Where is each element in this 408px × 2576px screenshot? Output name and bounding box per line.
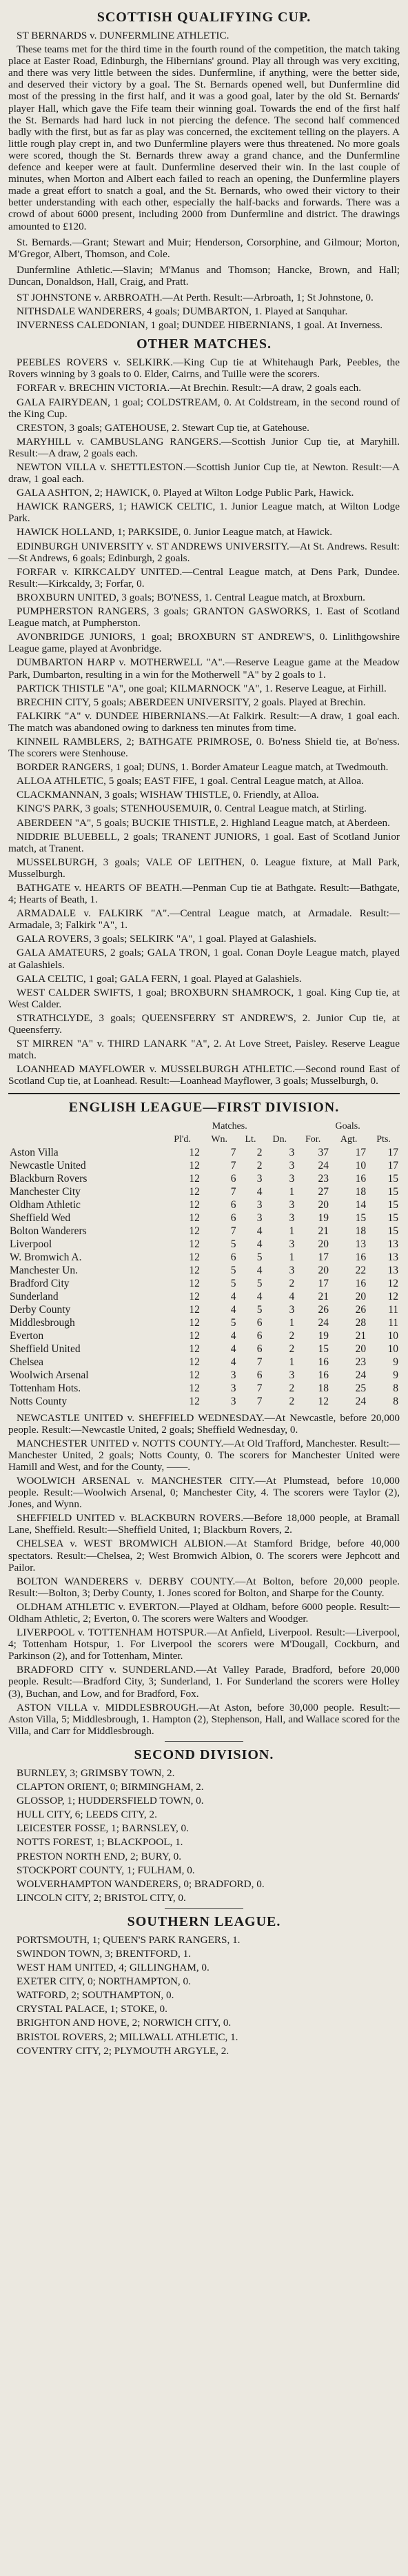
- table-row: [8, 1211, 400, 1225]
- stat-cell: 4: [256, 1264, 263, 1276]
- stat-cell: 4: [256, 1238, 263, 1250]
- stat-cell: 1: [289, 1251, 295, 1263]
- stat-cell: 7: [230, 1185, 236, 1198]
- stat-cell: 3: [289, 1159, 295, 1171]
- table-row: [8, 1198, 400, 1211]
- match-result: PARTICK THISTLE "A", one goal; KILMARNOCK "A", 1. Reserve League, at Firhill.: [17, 682, 387, 694]
- team-name: Chelsea: [10, 1356, 44, 1368]
- match-result: COVENTRY CITY, 2; PLYMOUTH ARGYLE, 2.: [17, 2044, 229, 2057]
- stat-cell: 17: [318, 1277, 329, 1289]
- table-row: [8, 1225, 400, 1238]
- match-result: WATFORD, 2; SOUTHAMPTON, 0.: [17, 1989, 174, 2002]
- stat-cell: 26: [318, 1303, 329, 1316]
- stat-cell: 20: [355, 1290, 367, 1302]
- stat-cell: 12: [189, 1251, 200, 1263]
- match-result: EDINBURGH UNIVERSITY v. ST ANDREWS UNIVERSITY.—At St. Andrews. Result:—St Andrews, 6 goals; Edinburgh, 2 goals.: [8, 540, 400, 564]
- stat-cell: 12: [189, 1198, 200, 1211]
- team-name: Manchester City: [10, 1185, 81, 1198]
- league-table-group-header: [8, 1120, 400, 1133]
- match-result: ST MIRREN "A" v. THIRD LANARK "A", 2. At Love Street, Paisley. Reserve League match.: [8, 1038, 400, 1062]
- stat-cell: 26: [355, 1303, 367, 1316]
- stat-cell: 3: [289, 1303, 295, 1316]
- second-division-heading: SECOND DIVISION.: [134, 1747, 274, 1762]
- stat-cell: 4: [230, 1342, 236, 1355]
- match-result: BRISTOL ROVERS, 2; MILLWALL ATHLETIC, 1.: [17, 2031, 238, 2043]
- section-divider: [8, 1093, 400, 1094]
- table-row: [8, 1395, 400, 1408]
- league-table: [8, 1120, 400, 1408]
- match-result: BROXBURN UNITED, 3 goals; BO'NESS, 1. Central League match, at Broxburn.: [17, 591, 365, 603]
- stat-cell: 15: [387, 1225, 398, 1237]
- stat-cell: 16: [355, 1277, 367, 1289]
- stat-cell: 6: [256, 1369, 263, 1381]
- table-row: [8, 1159, 400, 1172]
- table-row: [8, 1342, 400, 1356]
- stat-cell: 5: [230, 1264, 236, 1276]
- stat-cell: 17: [318, 1251, 329, 1263]
- stat-cell: 3: [256, 1172, 263, 1185]
- stat-cell: 6: [256, 1342, 263, 1355]
- section-divider: [165, 1741, 243, 1742]
- stat-cell: 12: [189, 1185, 200, 1198]
- stat-cell: 2: [289, 1382, 295, 1394]
- match-result: CLAPTON ORIENT, 0; BIRMINGHAM, 2.: [17, 1781, 204, 1793]
- match-result: GLOSSOP, 1; HUDDERSFIELD TOWN, 0.: [17, 1795, 204, 1807]
- stat-cell: 7: [230, 1225, 236, 1237]
- stat-cell: 6: [230, 1251, 236, 1263]
- stat-cell: 4: [230, 1329, 236, 1342]
- stat-cell: 3: [289, 1146, 295, 1158]
- stat-cell: 12: [189, 1172, 200, 1185]
- stat-cell: 3: [289, 1369, 295, 1381]
- stat-cell: 1: [289, 1225, 295, 1237]
- stat-cell: 15: [318, 1342, 329, 1355]
- column-header: Lt.: [245, 1134, 256, 1145]
- stat-cell: 12: [189, 1264, 200, 1276]
- stat-cell: 25: [355, 1382, 367, 1394]
- match-result: MUSSELBURGH, 3 goals; VALE OF LEITHEN, 0. League fixture, at Mall Park, Musselburgh.: [8, 856, 400, 880]
- stat-cell: 5: [230, 1238, 236, 1250]
- southern-league-heading: SOUTHERN LEAGUE.: [127, 1913, 281, 1929]
- table-row: [8, 1172, 400, 1185]
- match-result: GALA AMATEURS, 2 goals; GALA TRON, 1 goal. Conan Doyle League match, played at Galashiels.: [8, 947, 400, 971]
- match-result: WOOLWICH ARSENAL v. MANCHESTER CITY.—At Plumstead, before 10,000 people. Result:—Woolwich Arsenal, 0; Manchester City, 4. The scorers were Taylor (2), Jones, and Wynn.: [8, 1474, 400, 1511]
- stat-cell: 12: [318, 1395, 329, 1407]
- stat-cell: 3: [289, 1172, 295, 1185]
- stat-cell: 21: [355, 1329, 367, 1342]
- table-row: [8, 1382, 400, 1395]
- match-result: KING'S PARK, 3 goals; STENHOUSEMUIR, 0. Central League match, at Stirling.: [17, 803, 367, 815]
- match-result: FORFAR v. KIRKCALDY UNITED.—Central League match, at Dens Park, Dundee. Result:—Kirkcaldy, 3; Forfar, 0.: [8, 565, 400, 590]
- team-name: Bolton Wanderers: [10, 1225, 87, 1237]
- second-division-results: [8, 1767, 400, 1904]
- stat-cell: 11: [388, 1316, 398, 1329]
- stat-cell: 24: [318, 1159, 329, 1171]
- match-result: PRESTON NORTH END, 2; BURY, 0.: [17, 1850, 182, 1862]
- match-result: GALA CELTIC, 1 goal; GALA FERN, 1 goal. Played at Galashiels.: [17, 972, 302, 985]
- stat-cell: 7: [256, 1382, 263, 1394]
- table-row: [8, 1277, 400, 1290]
- match-result: NEWTON VILLA v. SHETTLESTON.—Scottish Junior Cup tie, at Newton. Result:—A draw, 1 goal each.: [8, 461, 400, 485]
- stat-cell: 4: [256, 1225, 263, 1237]
- match-result: CRESTON, 3 goals; GATEHOUSE, 2. Stewart Cup tie, at Gatehouse.: [17, 421, 309, 434]
- stat-cell: 7: [230, 1159, 236, 1171]
- stat-cell: 17: [355, 1146, 367, 1158]
- stat-cell: 3: [230, 1382, 236, 1394]
- match-result: BURNLEY, 3; GRIMSBY TOWN, 2.: [17, 1767, 175, 1779]
- stat-cell: 7: [256, 1356, 263, 1368]
- stat-cell: 12: [189, 1146, 200, 1158]
- stat-cell: 3: [230, 1369, 236, 1381]
- match-result: GALA ROVERS, 3 goals; SELKIRK "A", 1 goal. Played at Galashiels.: [17, 933, 317, 945]
- scottish-cup-results: [8, 292, 400, 331]
- stat-cell: 16: [355, 1172, 367, 1185]
- match-result: HAWICK RANGERS, 1; HAWICK CELTIC, 1. Junior League match, at Wilton Lodge Park.: [8, 501, 400, 525]
- stat-cell: 13: [355, 1238, 367, 1250]
- match-result: MARYHILL v. CAMBUSLANG RANGERS.—Scottish Junior Cup tie, at Maryhill. Result:—A draw, 2 goals each.: [8, 435, 400, 459]
- stat-cell: 10: [387, 1329, 398, 1342]
- table-row: [8, 1303, 400, 1316]
- first-division-results: [8, 1412, 400, 1737]
- southern-league-results: [8, 1934, 400, 2057]
- stat-cell: 23: [355, 1356, 367, 1368]
- table-row: [8, 1146, 400, 1159]
- match-result: BRIGHTON AND HOVE, 2; NORWICH CITY, 0.: [17, 2017, 232, 2029]
- stat-cell: 4: [230, 1356, 236, 1368]
- team-name: Bradford City: [10, 1277, 70, 1289]
- match-result: LIVERPOOL v. TOTTENHAM HOTSPUR.—At Anfield, Liverpool. Result:—Liverpool, 4; Tottenham Hotspur, 1. For Liverpool the scorers were M'Dougall, Cockburn, and Parkinson (2), and for Tottenham, Minter.: [8, 1627, 400, 1662]
- match-result: KINNEIL RAMBLERS, 2; BATHGATE PRIMROSE, 0. Bo'ness Shield tie, at Bo'ness. The scorers were Stenhouse.: [8, 735, 400, 760]
- team-name: Blackburn Rovers: [10, 1172, 88, 1185]
- stat-cell: 13: [387, 1251, 398, 1263]
- stat-cell: 16: [318, 1356, 329, 1368]
- stat-cell: 1: [289, 1316, 295, 1329]
- stat-cell: 3: [289, 1198, 295, 1211]
- stat-cell: 7: [230, 1146, 236, 1158]
- stat-cell: 20: [318, 1264, 329, 1276]
- match-result: OLDHAM ATHLETIC v. EVERTON.—Played at Oldham, before 6000 people. Result:—Oldham Athletic, 2; Everton, 0. The scorers were Walters and Woodger.: [8, 1600, 400, 1624]
- match-result: ST JOHNSTONE v. ARBROATH.—At Perth. Result:—Arbroath, 1; St Johnstone, 0.: [17, 291, 374, 303]
- match-result: BOLTON WANDERERS v. DERBY COUNTY.—At Bolton, before 20,000 people. Result:—Bolton, 3; Derby County, 1. Jones scored for Bolton, and Sharpe for the County.: [8, 1575, 400, 1599]
- other-matches-results: [8, 356, 400, 1087]
- column-header: Agt.: [340, 1134, 358, 1145]
- match-result: CHELSEA v. WEST BROMWICH ALBION.—At Stamford Bridge, before 40,000 spectators. Result:—Chelsea, 2; West Bromwich Albion, 0. The scorers were Jephcott and Pailor.: [8, 1538, 400, 1573]
- stat-cell: 12: [387, 1277, 398, 1289]
- stat-cell: 7: [256, 1395, 263, 1407]
- match-result: PORTSMOUTH, 1; QUEEN'S PARK RANGERS, 1.: [17, 1933, 241, 1946]
- stat-cell: 16: [318, 1369, 329, 1381]
- stat-cell: 37: [318, 1146, 329, 1158]
- team-name: Sunderland: [10, 1290, 59, 1302]
- stat-cell: 12: [189, 1316, 200, 1329]
- stat-cell: 2: [289, 1395, 295, 1407]
- stat-cell: 17: [387, 1159, 398, 1171]
- stat-cell: 6: [256, 1329, 263, 1342]
- match-result: NITHSDALE WANDERERS, 4 goals; DUMBARTON, 1. Played at Sanquhar.: [17, 305, 348, 318]
- match-result: GALA FAIRYDEAN, 1 goal; COLDSTREAM, 0. At Coldstream, in the second round of the King Cup.: [8, 396, 400, 420]
- league-table-body: [8, 1146, 400, 1408]
- stat-cell: 20: [355, 1342, 367, 1355]
- stat-cell: 1: [289, 1185, 295, 1198]
- stat-cell: 12: [189, 1225, 200, 1237]
- column-header: For.: [305, 1134, 321, 1145]
- match-result: NOTTS FOREST, 1; BLACKPOOL, 1.: [17, 1836, 183, 1849]
- match-result: LINCOLN CITY, 2; BRISTOL CITY, 0.: [17, 1891, 186, 1904]
- stat-cell: 14: [355, 1198, 367, 1211]
- stat-cell: 10: [355, 1159, 367, 1171]
- stat-cell: 8: [393, 1382, 398, 1394]
- team-name: Liverpool: [10, 1238, 52, 1250]
- stat-cell: 20: [318, 1198, 329, 1211]
- stat-cell: 13: [387, 1264, 398, 1276]
- team-name: Newcastle United: [10, 1159, 86, 1171]
- match-result: CLACKMANNAN, 3 goals; WISHAW THISTLE, 0. Friendly, at Alloa.: [17, 789, 319, 801]
- stat-cell: 1: [289, 1356, 295, 1368]
- match-result: DUMBARTON HARP v. MOTHERWELL "A".—Reserve League game at the Meadow Park, Dumbarton, resulting in a win for the Motherwell "A" by 2 goals to 1.: [8, 656, 400, 681]
- match-result: NEWCASTLE UNITED v. SHEFFIELD WEDNESDAY.—At Newcastle, before 20,000 people. Result:—Newcastle United, 2 goals; Sheffield Wednesday, 0.: [8, 1411, 400, 1436]
- stat-cell: 3: [289, 1264, 295, 1276]
- table-row: [8, 1264, 400, 1277]
- match-result: STRATHCLYDE, 3 goals; QUEENSFERRY ST ANDREW'S, 2. Junior Cup tie, at Queensferry.: [8, 1012, 400, 1036]
- stat-cell: 5: [256, 1277, 263, 1289]
- match-result: EXETER CITY, 0; NORTHAMPTON, 0.: [17, 1975, 191, 1988]
- stat-cell: 2: [256, 1146, 263, 1158]
- stat-cell: 6: [256, 1316, 263, 1329]
- goals-group-label: Goals.: [335, 1120, 360, 1131]
- stat-cell: 12: [189, 1369, 200, 1381]
- stat-cell: 17: [387, 1146, 398, 1158]
- match-result: CRYSTAL PALACE, 1; STOKE, 0.: [17, 2003, 167, 2015]
- stat-cell: 3: [256, 1211, 263, 1224]
- match-report: These teams met for the third time in the fourth round of the competition, the match taking place at Easter Road, Edinburgh, the Hibernians' ground. Play all through was very exciting, and there was very little between the sides. Dunfermline, if anything, were the better side, and deserved their victory by a goal. The St. Bernards opened well, but Dunfermline did most of the pressing in the first half, and it was a good goal, later by the old St. Bernards' player Hall, which gave the Fife team their winning goal. Towards the end of the first half the St. Bernards had hard luck in not piercing the defence. The second half commenced badly with the first, but as far as play was concerned, the excitement telling on the players. A little rough play crept in, and two Dunfermline players were thus threatened. No more goals were scored, though the St. Bernards threw away a grand chance, and the Dunfermline defence and keeper were at fault. Dunfermline deserved their win. In the last couple of minutes, when Morton and Albert each failed to reach an opening, the Dunfermline players made a great effort to snatch a goal, and the St. Bernards, who owed their victory to their better understanding with each other, especially the half-backs and forwards. There was a crowd of about 6000 present, including 2000 from Dunfermline and district. The drawings amounted to £120.: [8, 43, 400, 232]
- table-row: [8, 1316, 400, 1329]
- table-row: [8, 1238, 400, 1251]
- stat-cell: 15: [387, 1185, 398, 1198]
- stat-cell: 5: [230, 1316, 236, 1329]
- table-row: [8, 1356, 400, 1369]
- stat-cell: 4: [256, 1185, 263, 1198]
- matches-group-label: Matches.: [212, 1120, 247, 1131]
- stat-cell: 16: [355, 1251, 367, 1263]
- stat-cell: 12: [189, 1277, 200, 1289]
- match-report-heading: ST BERNARDS v. DUNFERMLINE ATHLETIC.: [17, 30, 229, 41]
- stat-cell: 12: [189, 1303, 200, 1316]
- stat-cell: 12: [189, 1356, 200, 1368]
- stat-cell: 15: [387, 1198, 398, 1211]
- team-name: Woolwich Arsenal: [10, 1369, 89, 1381]
- stat-cell: 4: [256, 1290, 263, 1302]
- stat-cell: 3: [289, 1211, 295, 1224]
- match-result: BATHGATE v. HEARTS OF BEATH.—Penman Cup tie at Bathgate. Result:—Bathgate, 4; Hearts of Beath, 1.: [8, 882, 400, 906]
- team-name: Sheffield United: [10, 1342, 81, 1355]
- stat-cell: 18: [355, 1225, 367, 1237]
- team-name: Middlesbrough: [10, 1316, 75, 1329]
- stat-cell: 23: [318, 1172, 329, 1185]
- stat-cell: 3: [230, 1395, 236, 1407]
- stat-cell: 22: [355, 1264, 367, 1276]
- stat-cell: 24: [355, 1395, 367, 1407]
- other-matches-heading: OTHER MATCHES.: [136, 336, 272, 352]
- stat-cell: 15: [355, 1211, 367, 1224]
- stat-cell: 4: [230, 1303, 236, 1316]
- team-name: Notts County: [10, 1395, 68, 1407]
- team-name: Everton: [10, 1329, 44, 1342]
- stat-cell: 11: [388, 1303, 398, 1316]
- match-result: BORDER RANGERS, 1 goal; DUNS, 1. Border Amateur League match, at Twedmouth.: [17, 761, 389, 774]
- lineup-st-bernards: St. Bernards.—Grant; Stewart and Muir; Henderson, Corsorphine, and Gilmour; Morton, M'Gregor, Albert, Thomson, and Cole.: [8, 236, 400, 260]
- stat-cell: 13: [387, 1238, 398, 1250]
- stat-cell: 12: [189, 1329, 200, 1342]
- stat-cell: 12: [189, 1382, 200, 1394]
- team-name: Oldham Athletic: [10, 1198, 81, 1211]
- match-result: SHEFFIELD UNITED v. BLACKBURN ROVERS.—Before 18,000 people, at Bramall Lane, Sheffield. Result:—Sheffield United, 1; Blackburn Rovers, 2.: [8, 1512, 400, 1536]
- match-result: BRADFORD CITY v. SUNDERLAND.—At Valley Parade, Bradford, before 20,000 people. Result:—Bradford City, 3; Sunderland, 1. For Sunderland the scorers were Holley (3), Buchan, and Low, and for Bradford, Fox.: [8, 1664, 400, 1700]
- team-name: Manchester Un.: [10, 1264, 78, 1276]
- match-result: BRECHIN CITY, 5 goals; ABERDEEN UNIVERSITY, 2 goals. Played at Brechin.: [17, 696, 366, 708]
- table-row: [8, 1290, 400, 1303]
- match-result: STOCKPORT COUNTY, 1; FULHAM, 0.: [17, 1864, 195, 1876]
- stat-cell: 10: [387, 1342, 398, 1355]
- match-result: LEICESTER FOSSE, 1; BARNSLEY, 0.: [17, 1822, 189, 1835]
- match-result: ASTON VILLA v. MIDDLESBROUGH.—At Aston, before 30,000 people. Result:—Aston Villa, 5; Middlesbrough, 1. Hampton (2), Stephenson, Hall, and Wallace scored for the Villa, and Carr for Middlesbrough.: [8, 1701, 400, 1737]
- stat-cell: 6: [230, 1211, 236, 1224]
- match-result: NIDDRIE BLUEBELL, 2 goals; TRANENT JUNIORS, 1 goal. East of Scotland Junior match, at Tranent.: [8, 830, 400, 854]
- stat-cell: 4: [289, 1290, 295, 1302]
- match-result: AVONBRIDGE JUNIORS, 1 goal; BROXBURN ST ANDREW'S, 0. Linlithgowshire League game, played at Avonbridge.: [8, 631, 400, 655]
- column-header: Dn.: [272, 1134, 287, 1145]
- column-header: Wn.: [211, 1134, 228, 1145]
- stat-cell: 12: [189, 1211, 200, 1224]
- stat-cell: 12: [189, 1290, 200, 1302]
- stat-cell: 15: [387, 1172, 398, 1185]
- stat-cell: 12: [189, 1395, 200, 1407]
- stat-cell: 12: [189, 1342, 200, 1355]
- scottish-cup-heading: SCOTTISH QUALIFYING CUP.: [96, 10, 312, 25]
- stat-cell: 12: [387, 1290, 398, 1302]
- team-name: Sheffield Wed: [10, 1211, 71, 1224]
- stat-cell: 2: [256, 1159, 263, 1171]
- match-result: WEST HAM UNITED, 4; GILLINGHAM, 0.: [17, 1962, 210, 1974]
- stat-cell: 24: [355, 1369, 367, 1381]
- section-divider: [165, 1908, 243, 1909]
- stat-cell: 3: [289, 1238, 295, 1250]
- match-result: LOANHEAD MAYFLOWER v. MUSSELBURGH ATHLETIC.—Second round East of Scotland Cup tie, at Loanhead. Result:—Loanhead Mayflower, 3 goals; Musselburgh, 0.: [8, 1063, 400, 1087]
- team-name: Tottenham Hots.: [10, 1382, 81, 1394]
- lineup-dunfermline: Dunfermline Athletic.—Slavin; M'Manus and Thomson; Hancke, Brown, and Hall; Duncan, Donaldson, Hall, Craig, and Pratt.: [8, 263, 400, 288]
- match-result: ALLOA ATHLETIC, 5 goals; EAST FIFE, 1 goal. Central League match, at Alloa.: [17, 775, 364, 787]
- team-name: W. Bromwich A.: [10, 1251, 82, 1263]
- stat-cell: 6: [230, 1172, 236, 1185]
- team-name: Derby County: [10, 1303, 71, 1316]
- stat-cell: 15: [387, 1211, 398, 1224]
- match-result: MANCHESTER UNITED v. NOTTS COUNTY.—At Old Trafford, Manchester. Result:—Manchester United, 2 goals; Notts County, 0. The scorers for Manchester United were Hamill and West, and for the County, ——.: [8, 1437, 400, 1473]
- stat-cell: 12: [189, 1159, 200, 1171]
- first-division-heading: ENGLISH LEAGUE—FIRST DIVISION.: [68, 1099, 340, 1115]
- stat-cell: 3: [256, 1198, 263, 1211]
- stat-cell: 9: [393, 1356, 398, 1368]
- stat-cell: 27: [318, 1185, 329, 1198]
- stat-cell: 28: [355, 1316, 367, 1329]
- column-header: Pl'd.: [174, 1134, 191, 1145]
- table-row: [8, 1329, 400, 1342]
- stat-cell: 18: [318, 1382, 329, 1394]
- column-header: Pts.: [376, 1134, 391, 1145]
- team-name: Aston Villa: [10, 1146, 59, 1158]
- match-result: ARMADALE v. FALKIRK "A".—Central League match, at Armadale. Result:—Armadale, 3; Falkirk "A", 1.: [8, 907, 400, 932]
- match-result: HAWICK HOLLAND, 1; PARKSIDE, 0. Junior League match, at Hawick.: [17, 526, 332, 539]
- stat-cell: 18: [355, 1185, 367, 1198]
- match-result: HULL CITY, 6; LEEDS CITY, 2.: [17, 1809, 157, 1821]
- stat-cell: 19: [318, 1211, 329, 1224]
- stat-cell: 6: [230, 1198, 236, 1211]
- stat-cell: 20: [318, 1238, 329, 1250]
- stat-cell: 2: [289, 1277, 295, 1289]
- match-result: PUMPHERSTON RANGERS, 3 goals; GRANTON GASWORKS, 1. East of Scotland League match, at Pumpherston.: [8, 605, 400, 630]
- match-result: GALA ASHTON, 2; HAWICK, 0. Played at Wilton Lodge Public Park, Hawick.: [17, 487, 354, 499]
- stat-cell: 19: [318, 1329, 329, 1342]
- table-row: [8, 1185, 400, 1198]
- stat-cell: 21: [318, 1225, 329, 1237]
- stat-cell: 8: [393, 1395, 398, 1407]
- league-table-column-header: [8, 1133, 400, 1146]
- stat-cell: 9: [393, 1369, 398, 1381]
- match-result: PEEBLES ROVERS v. SELKIRK.—King Cup tie at Whitehaugh Park, Peebles, the Rovers winning by 3 goals to 0. Elder, Cairns, and Tuille were the scorers.: [8, 356, 400, 381]
- stat-cell: 5: [256, 1251, 263, 1263]
- stat-cell: 5: [256, 1303, 263, 1316]
- match-result: ABERDEEN "A", 5 goals; BUCKIE THISTLE, 2. Highland League match, at Aberdeen.: [17, 816, 390, 829]
- stat-cell: 24: [318, 1316, 329, 1329]
- match-result: SWINDON TOWN, 3; BRENTFORD, 1.: [17, 1947, 191, 1960]
- stat-cell: 4: [230, 1290, 236, 1302]
- match-result: INVERNESS CALEDONIAN, 1 goal; DUNDEE HIBERNIANS, 1 goal. At Inverness.: [17, 319, 383, 332]
- stat-cell: 21: [318, 1290, 329, 1302]
- stat-cell: 2: [289, 1329, 295, 1342]
- table-row: [8, 1369, 400, 1382]
- match-result: FORFAR v. BRECHIN VICTORIA.—At Brechin. Result:—A draw, 2 goals each.: [17, 382, 362, 394]
- stat-cell: 12: [189, 1238, 200, 1250]
- stat-cell: 5: [230, 1277, 236, 1289]
- stat-cell: 2: [289, 1342, 295, 1355]
- match-result: FALKIRK "A" v. DUNDEE HIBERNIANS.—At Falkirk. Result:—A draw, 1 goal each. The match was abandoned owing to darkness ten minutes from time.: [8, 710, 400, 734]
- match-result: WEST CALDER SWIFTS, 1 goal; BROXBURN SHAMROCK, 1 goal. King Cup tie, at West Calder.: [8, 986, 400, 1010]
- table-row: [8, 1251, 400, 1264]
- match-result: WOLVERHAMPTON WANDERERS, 0; BRADFORD, 0.: [17, 1878, 265, 1890]
